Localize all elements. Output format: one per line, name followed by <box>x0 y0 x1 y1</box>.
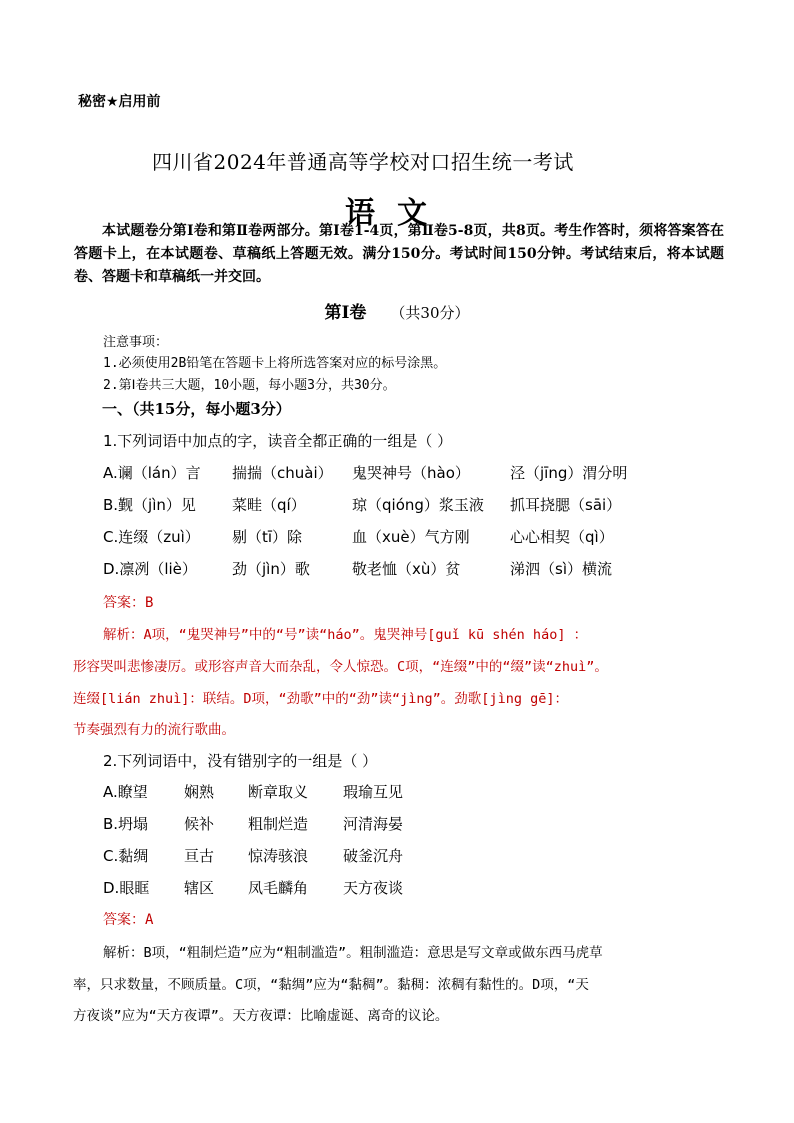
question-1-explanation-line: 节奏强烈有力的流行歌曲。 <box>73 722 235 738</box>
option-text: C.黏绸 <box>103 847 149 865</box>
notice-heading: 注意事项： <box>103 335 169 350</box>
exam-title: 四川省2024年普通高等学校对口招生统一考试 <box>152 150 574 174</box>
question-1-explanation-line: 连缀[lián zhuì]：联结。D项，“劲歌”中的“劲”读“jìng”。劲歌[jìng gē]： <box>73 691 568 707</box>
option-text: 粗制烂造 <box>248 815 309 833</box>
option-text: 天方夜谈 <box>343 879 404 897</box>
volume-heading <box>0 298 794 323</box>
option-text: 琼（qióng）浆玉液 <box>352 496 484 514</box>
volume-title: 第Ⅰ卷 <box>324 303 367 323</box>
question-2-explanation-line: 解析：B项，“粗制烂造”应为“粗制滥造”。粗制滥造：意思是写文章或做东西马虎草 <box>103 945 603 961</box>
option-text: 抓耳挠腮（sāi） <box>510 496 622 514</box>
section-heading: 一、（共15分，每小题3分） <box>102 400 291 418</box>
option-text: 鬼哭神号（hào） <box>352 464 470 482</box>
question-2-explanation-line: 方夜谈”应为“天方夜谭”。天方夜谭：比喻虚诞、离奇的议论。 <box>73 1008 449 1024</box>
option-text: 瑕瑜互见 <box>343 783 404 801</box>
option-text: A.瞭望 <box>103 783 148 801</box>
option-text: 凤毛麟角 <box>248 879 309 897</box>
notice-item: 2.第Ⅰ卷共三大题，10小题，每小题3分，共30分。 <box>103 378 396 393</box>
option-text: D.凛冽（liè） <box>103 560 197 578</box>
question-2-answer: 答案：A <box>103 912 154 928</box>
option-text: 揣揣（chuài） <box>232 464 333 482</box>
question-1-answer: 答案：B <box>103 595 154 611</box>
option-text: B.坍塌 <box>103 815 149 833</box>
question-2-stem: 2.下列词语中，没有错别字的一组是（ ） <box>103 752 378 770</box>
question-2-explanation-line: 率，只求数量，不顾质量。C项，“黏绸”应为“黏稠”。黏稠：浓稠有黏性的。D项，“天 <box>73 977 589 993</box>
option-text: 娴熟 <box>184 783 215 801</box>
notice-item: 1.必须使用2B铅笔在答题卡上将所选答案对应的标号涂黑。 <box>103 356 447 371</box>
option-text: 菜畦（qí） <box>232 496 306 514</box>
option-text: 劲（jìn）歌 <box>232 560 310 578</box>
option-text: 亘古 <box>184 847 215 865</box>
subject-title: 语文 <box>345 196 449 231</box>
question-1-explanation-line: 形容哭叫悲惨凄厉。或形容声音大而杂乱，令人惊恐。C项，“连缀”中的“缀”读“zhuì”。 <box>73 659 608 675</box>
option-text: D.眼眶 <box>103 879 150 897</box>
option-text: 泾（jīng）渭分明 <box>510 464 628 482</box>
confidential-label: 秘密★启用前 <box>78 94 161 110</box>
option-text: 辖区 <box>184 879 215 897</box>
option-text: 断章取义 <box>248 783 309 801</box>
option-text: 敬老恤（xù）贫 <box>352 560 461 578</box>
option-text: B.觐（jìn）见 <box>103 496 196 514</box>
option-text: 血（xuè）气方刚 <box>352 528 470 546</box>
option-text: A.谰（lán）言 <box>103 464 201 482</box>
option-text: 心心相契（qì） <box>510 528 614 546</box>
question-1-stem: 1.下列词语中加点的字，读音全都正确的一组是（ ） <box>103 432 453 450</box>
option-text: 涕泗（sì）横流 <box>510 560 612 578</box>
option-text: 河清海晏 <box>343 815 404 833</box>
question-1-explanation-line: 解析：A项，“鬼哭神号”中的“号”读“háo”。鬼哭神号[guǐ kū shén háo] ： <box>103 627 588 643</box>
exam-intro: 本试题卷分第Ⅰ卷和第Ⅱ卷两部分。第Ⅰ卷1-4页，第Ⅱ卷5-8页，共8页。考生作答时，须将答案答在答题卡上，在本试题卷、草稿纸上答题无效。满分150分。考试时间150分钟。考试结束后，将本试题卷、答题卡和草稿纸一并交回。 <box>74 223 724 285</box>
volume-score: （共30分） <box>390 304 470 322</box>
option-text: 破釜沉舟 <box>343 847 404 865</box>
option-text: 惊涛骇浪 <box>248 847 309 865</box>
option-text: C.连缀（zuì） <box>103 528 200 546</box>
option-text: 候补 <box>184 815 215 833</box>
option-text: 剔（tī）除 <box>232 528 303 546</box>
